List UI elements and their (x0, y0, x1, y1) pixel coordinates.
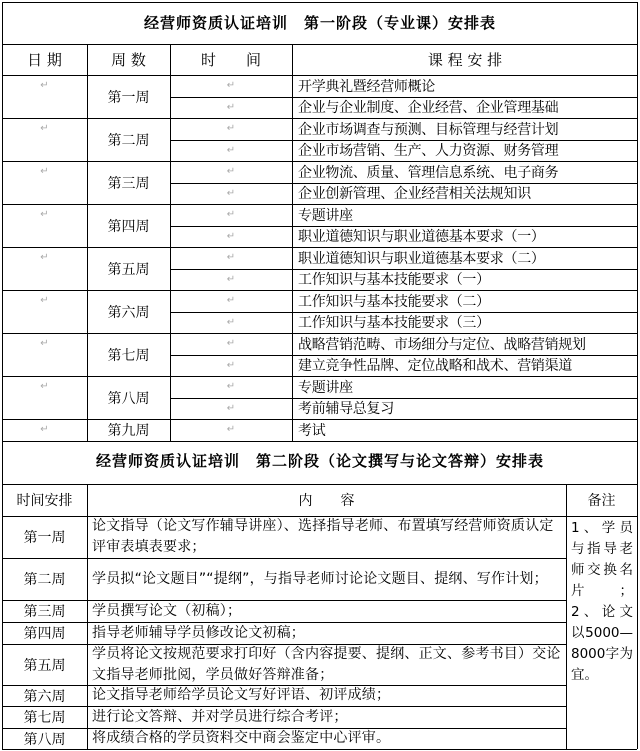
border-line (170, 355, 637, 356)
time-cell: ↵ (226, 273, 236, 285)
time-cell: ↵ (226, 230, 236, 242)
border-line (2, 75, 637, 76)
course-item: 企业创新管理、企业经营相关法规知识 (298, 186, 531, 203)
time-cell: ↵ (226, 187, 236, 199)
content-cell: 论文指导（论文写作辅导讲座）、选择指导老师、布置填写经营师资质认定评审表填表要求； (92, 518, 554, 555)
date-cell: ↵ (40, 123, 49, 135)
week-label: 第六周 (107, 304, 150, 321)
time-cell: ↵ (226, 166, 236, 178)
course-item: 企业与企业制度、企业经营、企业管理基础 (298, 100, 559, 117)
content-cell: 指导老师辅导学员修改论文初稿； (92, 624, 305, 641)
week-label: 第三周 (23, 604, 66, 620)
course-item: 专题讲座 (298, 207, 353, 224)
border-line (170, 140, 637, 141)
week-label: 第三周 (107, 175, 150, 192)
course-item: 考前辅导总复习 (298, 401, 394, 418)
time-cell: ↵ (226, 316, 236, 328)
week-label: 第一周 (23, 530, 66, 546)
border-line (170, 97, 637, 98)
border-line (2, 44, 637, 45)
border-line (2, 376, 637, 377)
date-cell: ↵ (40, 166, 49, 178)
border-line (2, 441, 637, 442)
header-content: 内 容 (298, 493, 355, 509)
time-cell: ↵ (226, 144, 236, 156)
header-date: 日 期 (27, 51, 62, 69)
border-line (2, 161, 637, 162)
stage1-title: 经营师资质认证培训 第一阶段（专业课）安排表 (143, 14, 496, 32)
date-cell: ↵ (40, 424, 49, 436)
border-line (566, 484, 567, 749)
content-cell: 将成绩合格的学员资料交中商会鉴定中心评审。 (92, 730, 391, 746)
time-cell: ↵ (226, 101, 236, 113)
time-cell: ↵ (226, 381, 236, 393)
time-cell: ↵ (226, 80, 236, 92)
week-label: 第五周 (23, 657, 66, 674)
week-label: 第八周 (23, 731, 66, 748)
border-line (2, 2, 637, 3)
content-cell: 学员拟“论文题目”“提纲”，与指导老师讨论论文题目、提纲、写作计划； (92, 570, 548, 587)
course-item: 职业道德知识与职业道德基本要求（一） (298, 229, 545, 246)
course-item: 建立竞争性品牌、定位战略和战术、营销渠道 (298, 358, 572, 375)
course-item: 开学典礼暨经营师概论 (298, 78, 435, 95)
header-remarks: 备注 (587, 493, 616, 509)
border-line (292, 44, 293, 441)
week-label: 第六周 (23, 688, 66, 705)
header-course: 课 程 安 排 (427, 51, 503, 69)
time-cell: ↵ (226, 123, 236, 135)
course-item: 企业物流、质量、管理信息系统、电子商务 (298, 164, 559, 181)
course-item: 考试 (298, 422, 326, 439)
content-cell: 学员撰写论文（初稿）； (92, 602, 242, 619)
remark-item: 2、论文以5000—8000字为宜。 (571, 604, 633, 683)
border-line (87, 44, 88, 441)
border-line (2, 290, 637, 291)
date-cell: ↵ (40, 338, 49, 350)
week-label: 第四周 (23, 626, 66, 642)
border-line (2, 247, 637, 248)
border-line (170, 226, 637, 227)
date-cell: ↵ (40, 295, 49, 307)
time-cell: ↵ (226, 424, 236, 436)
date-cell: ↵ (40, 252, 49, 264)
border-line (170, 312, 637, 313)
border-line (2, 749, 566, 750)
border-line (2, 484, 637, 485)
border-line (87, 484, 88, 749)
course-item: 职业道德知识与职业道德基本要求（二） (298, 250, 545, 267)
week-label: 第二周 (23, 572, 66, 588)
border-line (637, 2, 638, 749)
border-line (2, 333, 637, 334)
border-line (170, 269, 637, 270)
time-cell: ↵ (226, 338, 236, 350)
border-line (2, 118, 637, 119)
remark-item: 1、学员与指导老师交换名片； (571, 520, 633, 599)
time-cell: ↵ (226, 295, 236, 307)
week-label: 第七周 (107, 347, 150, 364)
week-label: 第一周 (107, 89, 150, 106)
border-line (2, 419, 637, 420)
time-cell: ↵ (226, 359, 236, 371)
course-item: 工作知识与基本技能要求（二） (298, 293, 490, 310)
week-label: 第九周 (107, 422, 150, 439)
course-item: 工作知识与基本技能要求（一） (298, 272, 490, 289)
remarks-cell (571, 518, 633, 686)
course-item: 工作知识与基本技能要求（三） (298, 315, 490, 332)
time-cell: ↵ (226, 209, 236, 221)
content-cell: 进行论文答辩、并对学员进行综合考评； (92, 708, 348, 725)
week-label: 第七周 (23, 710, 66, 726)
border-line (566, 749, 637, 750)
content-cell: 论文指导老师给学员论文写好评语、初评成绩； (92, 687, 391, 703)
week-label: 第八周 (107, 390, 150, 407)
border-line (170, 398, 637, 399)
header-week: 周 数 (111, 51, 146, 69)
stage2-title: 经营师资质认证培训 第二阶段（论文撰写与论文答辩）安排表 (95, 452, 544, 470)
border-line (170, 44, 171, 441)
border-line (2, 204, 637, 205)
header-time: 时 间 (200, 51, 261, 69)
course-item: 战略营销范畴、市场细分与定位、战略营销规划 (298, 336, 586, 353)
course-item: 专题讲座 (298, 379, 353, 396)
course-item: 企业市场营销、生产、人力资源、财务管理 (298, 143, 559, 160)
border-line (170, 183, 637, 184)
content-cell: 学员将论文按规范要求打印好（含内容提要、提纲、正文、参考书目）交论文指导老师批阅，学员做好答辩准备； (92, 645, 561, 683)
time-cell: ↵ (226, 252, 236, 264)
date-cell: ↵ (40, 381, 49, 393)
border-line (2, 516, 637, 517)
time-cell: ↵ (226, 402, 236, 414)
header-schedule: 时间安排 (16, 493, 73, 509)
week-label: 第五周 (107, 261, 150, 278)
course-item: 企业市场调查与预测、目标管理与经营计划 (298, 121, 559, 138)
week-label: 第二周 (107, 132, 150, 149)
week-label: 第四周 (107, 218, 150, 235)
date-cell: ↵ (40, 80, 49, 92)
date-cell: ↵ (40, 209, 49, 221)
